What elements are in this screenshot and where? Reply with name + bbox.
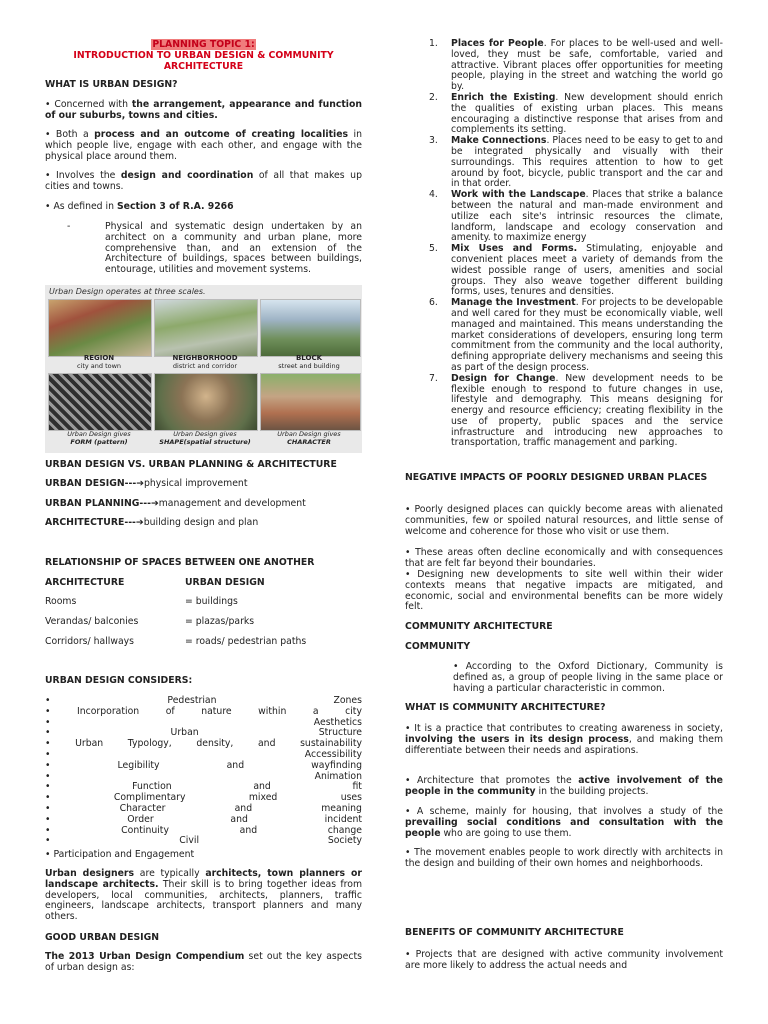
scale-caption-block: BLOCK street and building [278, 354, 340, 370]
negative-impact-1: • Poorly designed places can quickly become areas with alienated communities, few or spoiled natural resources, and little sense of welcome and coherence for those who visit or use them. [405, 504, 723, 537]
ca-bullet-1: • It is a practice that contributes to creating awareness in society, involving the users in its design process, and making them differentiate between their needs and aspirations. [405, 723, 723, 756]
compendium-paragraph: The 2013 Urban Design Compendium set out the key aspects of urban design as: [45, 951, 362, 973]
considers-item: • Legibility and wayfinding [45, 759, 362, 771]
considers-item: • Character and meaning [45, 802, 362, 814]
relationship-row: Rooms = buildings [45, 596, 238, 607]
key-aspects-list [405, 39, 723, 449]
relationship-row: Corridors/ hallways = roads/ pedestrian paths [45, 636, 307, 647]
shape-aerial-photo [154, 373, 258, 431]
relationship-heading: RELATIONSHIP OF SPACES BETWEEN ONE ANOTHER [45, 557, 315, 568]
community-definition: • According to the Oxford Dictionary, Community is defined as, a group of people living in the same place or having a particular characteristic in common. [453, 661, 723, 694]
considers-item: • Pedestrian Zones [45, 695, 362, 706]
considers-item: • Complimentary mixed uses [45, 792, 362, 804]
block-photo [260, 299, 361, 357]
title-line-3: ARCHITECTURE [163, 60, 244, 72]
form-pattern-map [48, 373, 152, 431]
bullet-process: • Both a process and an outcome of creating localities in which people live, engage with each other, and engage with the physical place around them. [45, 129, 362, 162]
ca-bullet-4: • The movement enables people to work directly with architects in the design and building of their own homes and neighborhoods. [405, 847, 723, 869]
considers-item: • Aesthetics [45, 716, 362, 728]
considers-item: • Urban Typology, density, and sustainability [45, 738, 362, 750]
what-is-community-architecture-heading: WHAT IS COMMUNITY ARCHITECTURE? [405, 702, 606, 713]
gives-caption-form: Urban Design gives FORM (pattern) [67, 430, 131, 446]
key-aspect-item: 2. Enrich the Existing. New development should enrich the qualities of existing urban places. This means encouraging a distinctive response that arises from and complements its setting. [429, 91, 723, 136]
considers-heading: URBAN DESIGN CONSIDERS: [45, 675, 193, 686]
ra-9266-definition: - Physical and systematic design undertaken by an architect on a community and urban plane, more comprehensive than, and an extension of the Architecture of buildings, spaces between buildings, entourage, utilities and movement systems. [67, 221, 362, 276]
negative-impacts-heading: NEGATIVE IMPACTS OF POORLY DESIGNED URBAN PLACES [405, 472, 708, 483]
considers-item: • Incorporation of nature within a city [45, 705, 362, 717]
negative-impact-3: • Designing new developments to site well within their wider contexts means that negative impacts are mitigated, and economic, social and environmental benefits can be more widely felt. [405, 569, 723, 613]
vs-row-architecture: ARCHITECTURE---➔building design and plan [45, 517, 259, 528]
benefits-bullet-1: • Projects that are designed with active community involvement are more likely to address the actual needs and [405, 949, 723, 971]
key-aspect-item: 1. Places for People. For places to be well-used and well-loved, they must be safe, comfortable, varied and attractive. Vibrant places offer opportunities for meeting people, playing in the street and watching the world go by. [429, 38, 723, 93]
considers-item: • Civil Society [45, 835, 362, 847]
considers-item: • Accessibility [45, 748, 362, 760]
bullet-defined: • As defined in Section 3 of R.A. 9266 [45, 201, 234, 212]
negative-impact-2: • These areas often decline economically and with consequences that are felt far beyond their boundaries. [405, 547, 723, 569]
ca-bullet-3: • A scheme, mainly for housing, that involves a study of the prevailing social conditions and consultation with the people who are going to use them. [405, 806, 723, 839]
benefits-heading: BENEFITS OF COMMUNITY ARCHITECTURE [405, 927, 624, 938]
what-is-urban-design-heading: WHAT IS URBAN DESIGN? [45, 79, 178, 90]
urban-designers-paragraph: Urban designers are typically architects, town planners or landscape architects. Their skill is to bring together ideas from developers, local communities, architects, planners, traffic engineers, landscape architects, transport planners and many others. [45, 868, 362, 923]
considers-item: • Continuity and change [45, 824, 362, 836]
region-photo [48, 299, 152, 357]
scale-caption-region: REGION city and town [76, 354, 122, 370]
urban-design-scales-figure [45, 285, 362, 453]
figure-title: Urban Design operates at three scales. [49, 287, 206, 296]
bullet-involves: • Involves the design and coordination of all that makes up cities and towns. [45, 170, 362, 192]
relationship-table-header: ARCHITECTURE URBAN DESIGN [45, 577, 265, 588]
gives-caption-character: Urban Design gives CHARACTER [277, 430, 341, 446]
considers-item: • Function and fit [45, 781, 362, 793]
considers-item: • Order and incident [45, 813, 362, 825]
character-street-photo [260, 373, 361, 431]
ca-bullet-2: • Architecture that promotes the active involvement of the people in the community in the building projects. [405, 775, 723, 797]
key-aspect-item: 7. Design for Change. New development needs to be flexible enough to respond to future changes in use, lifestyle and demography. This means designing for energy and resource efficiency; creating flexibility in the use of property, public spaces and the service infrastructure and introducing new approaches to transportation, traffic management and parking. [429, 372, 723, 449]
key-aspect-item: 4. Work with the Landscape. Places that strike a balance between the natural and man-made environment and utilize each site's intrinsic resources the climate, landform, landscape and ecology conservation and amenity. to maximize energy [429, 189, 724, 244]
document-title [45, 40, 362, 72]
considers-item: • Urban Structure [45, 727, 362, 739]
key-aspect-item: 5. Mix Uses and Forms. Stimulating, enjoyable and convenient places meet a variety of demands from the widest possible range of users, amenities and social groups. They also weave together different building forms, uses, tenures and densities. [429, 243, 724, 298]
title-line-1: PLANNING TOPIC 1: [152, 39, 255, 50]
scale-caption-neighborhood: NEIGHBORHOOD district and corridor [172, 354, 238, 370]
vs-row-urban-planning: URBAN PLANNING---➔management and development [45, 498, 306, 509]
relationship-row: Verandas/ balconies = plazas/parks [45, 616, 255, 627]
title-line-2: INTRODUCTION TO URBAN DESIGN & COMMUNITY [73, 49, 334, 61]
key-aspect-item: 6. Manage the Investment. For projects to be developable and well cared for they must be economically viable, well managed and maintained. This means understanding the market considerations of developers, ensuring long term commitment from the community and the local authority, defining appropriate delivery mechanisms and seeing this as part of the design process. [429, 297, 723, 373]
community-architecture-heading: COMMUNITY ARCHITECTURE [405, 621, 553, 632]
gives-caption-shape: Urban Design gives SHAPE(spatial structure) [159, 430, 251, 446]
good-urban-design-heading: GOOD URBAN DESIGN [45, 932, 160, 943]
vs-row-urban-design: URBAN DESIGN---➔physical improvement [45, 478, 248, 489]
community-heading: COMMUNITY [405, 641, 471, 652]
considers-item: • Animation [45, 770, 362, 782]
bullet-concerned: • Concerned with the arrangement, appearance and function of our suburbs, towns and cities. [45, 99, 362, 121]
considers-last-item: • Participation and Engagement [45, 849, 195, 860]
neighborhood-photo [154, 299, 258, 357]
key-aspect-item: 3. Make Connections. Places need to be easy to get to and be integrated physically and visually with their surroundings. This requires attention to how to get around by foot, bicycle, public transport and the car and in that order. [429, 135, 723, 190]
vs-heading: URBAN DESIGN VS. URBAN PLANNING & ARCHITECTURE [45, 459, 337, 470]
considers-list [45, 696, 362, 847]
